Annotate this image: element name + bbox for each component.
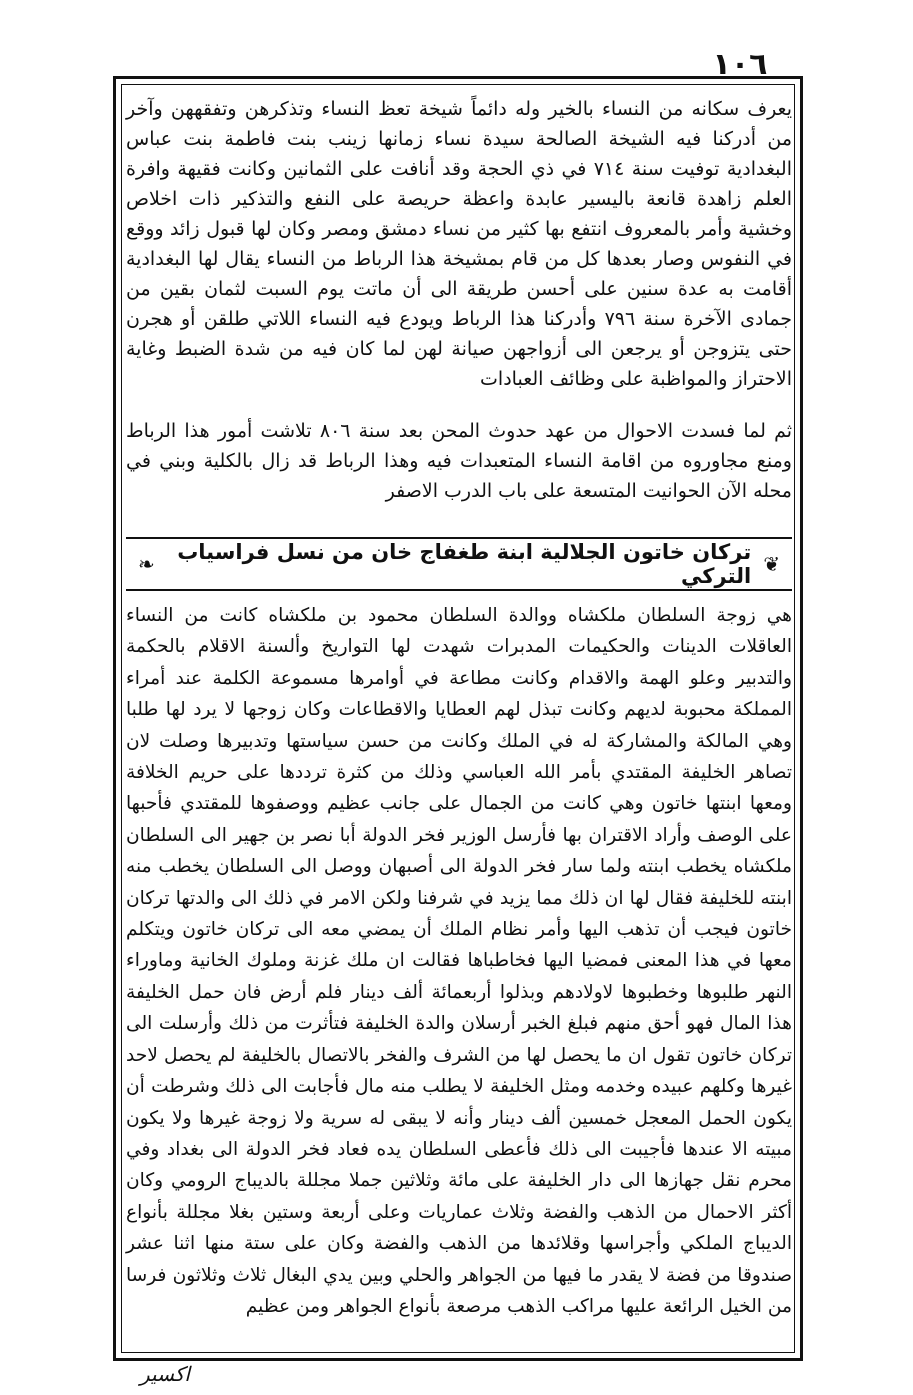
paragraph: هي زوجة السلطان ملكشاه ووالدة السلطان محمود بن ملكشاه كانت من النساء العاقلات الدينات والحكيمات المدبرات شهدت لها التواريخ وألسنة الاقلام بالحكمة والتدبير وعلو الهمة والاقدام وكانت مطاعة في أوامرها مسموعة الكلمة عند أمراء المملكة محبوبة لديهم وكانت تبذل لهم العطايا والاقطاعات وكان زوجها لا يرد لها طلبا وهي المالكة والمشاركة له في الملك وكانت من حسن سياستها وتدبيرها وصلت لان تصاهر الخليفة المقتدي بأمر الله العباسي وذلك من كثرة ترددها على حريم الخلافة ومعها ابنتها خاتون وهي كانت من الجمال على جانب عظيم ووصفوها للمقتدي فأحبها على الوصف وأراد الاقتران بها فأرسل الوزير فخر الدولة أبا نصر بن جهير الى السلطان ملكشاه يخطب ابنته ولما سار فخر الدولة الى أصبهان ووصل الى السلطان يخطب منه ابنته للخليفة فقال لها ان ذلك مما يزيد في شرفنا ولكن الامر في ذلك الى والدتها تركان خاتون فيجب أن تذهب اليها وأمر نظام الملك أن يمضي معه الى تركان خاتون ويتكلم معها في هذا المعنى فمضيا اليها فخاطباها فقالت ان ملك غزنة وملوك الخانية وماوراء النهر طلبوها وخطبوها لاولادهم وبذلوا أربعمائة ألف دينار فلم أرض فان حمل الخليفة هذا المال فهو أحق منهم فبلغ الخبر أرسلان والدة الخليفة فتأثرت من ذلك وأرسلت الى تركان خاتون تقول ان ما يحصل لها من الشرف والفخر بالاتصال بالخليفة لم يحصل لاحد غيرها وكلهم عبيده وخدمه ومثل الخليفة لا يطلب منه مال فأجابت الى ذلك وشرطت أن يكون الحمل المعجل خمسين ألف دينار وأنه لا يبقى له سرية ولا زوجة غيرها ولا يكون مبيته الا عندها فأجيبت الى ذلك فأعطى السلطان يده فعاد فخر الدولة الى بغداد وفي محرم نقل جهازها الى دار الخليفة على مائة وثلاثين جملا مجللة بالديباج الرومي وكان أكثر الاحمال من الذهب والفضة وثلاث عماريات وعلى أربعة وستين بغلا مجللة بأنواع الديباج الملكي وأجراسها وقلائدها من الذهب والفضة وكان على ستة منها اثنا عشر صندوقا من فضة لا يقدر ما فيها من الجواهر والحلي وبين يدي البغال ثلاث وثلاثون فرسا من الخيل الرائعة عليها مراكب الذهب مرصعة بأنواع الجواهر ومن عظيم	[126, 605, 792, 1317]
paragraph: ثم لما فسدت الاحوال من عهد حدوث المحن بعد سنة ٨٠٦ تلاشت أمور هذا الرباط ومنع مجاوروه من اقامة النساء المتعبدات فيه وهذا الرباط قد زال بالكلية وبني في محله الآن الحوانيت المتسعة على باب الدرب الاصفر	[126, 420, 793, 502]
section-heading	[126, 537, 792, 591]
ornament-left-icon: ❧	[138, 552, 155, 576]
text-block-middle	[126, 416, 792, 506]
page-number: ١٠٦	[712, 47, 768, 82]
section-heading-text: تركان خاتون الجلالية ابنة طغفاج خان من نسل فراسياب التركي	[177, 540, 752, 588]
catchword: اكسير	[140, 1362, 190, 1386]
paragraph: يعرف سكانه من النساء بالخير وله دائماً شيخة تعظ النساء وتذكرهن وتفقههن وآخر من أدركنا فيه الشيخة الصالحة سيدة نساء زمانها زينب بنت فاطمة بنت عباس البغدادية توفيت سنة ٧١٤ في ذي الحجة وقد أنافت على الثمانين وكانت فقيهة وافرة العلم زاهدة قانعة باليسير عابدة واعظة حريصة على النفع والتذكير ذات اخلاص وخشية وأمر بالمعروف انتفع بها كثير من نساء دمشق ومصر وكان لها قبول زائد ووقع في النفوس وصار بعدها كل من قام بمشيخة هذا الرباط من النساء يقال لها البغدادية أقامت به عدة سنين على أحسن طريقة الى أن ماتت يوم السبت لثمان بقين من جمادى الآخرة سنة ٧٩٦ وأدركنا هذا الرباط ويودع فيه النساء اللاتي طلقن أو هجرن حتى يتزوجن أو يرجعن الى أزواجهن صيانة لهن لما كان فيه من شدة الضبط وغاية الاحتراز والمواظبة على وظائف العبادات	[126, 98, 792, 390]
ornament-right-icon: ❦	[763, 552, 780, 576]
text-block-top	[126, 94, 792, 394]
text-block-bottom	[126, 600, 792, 1322]
